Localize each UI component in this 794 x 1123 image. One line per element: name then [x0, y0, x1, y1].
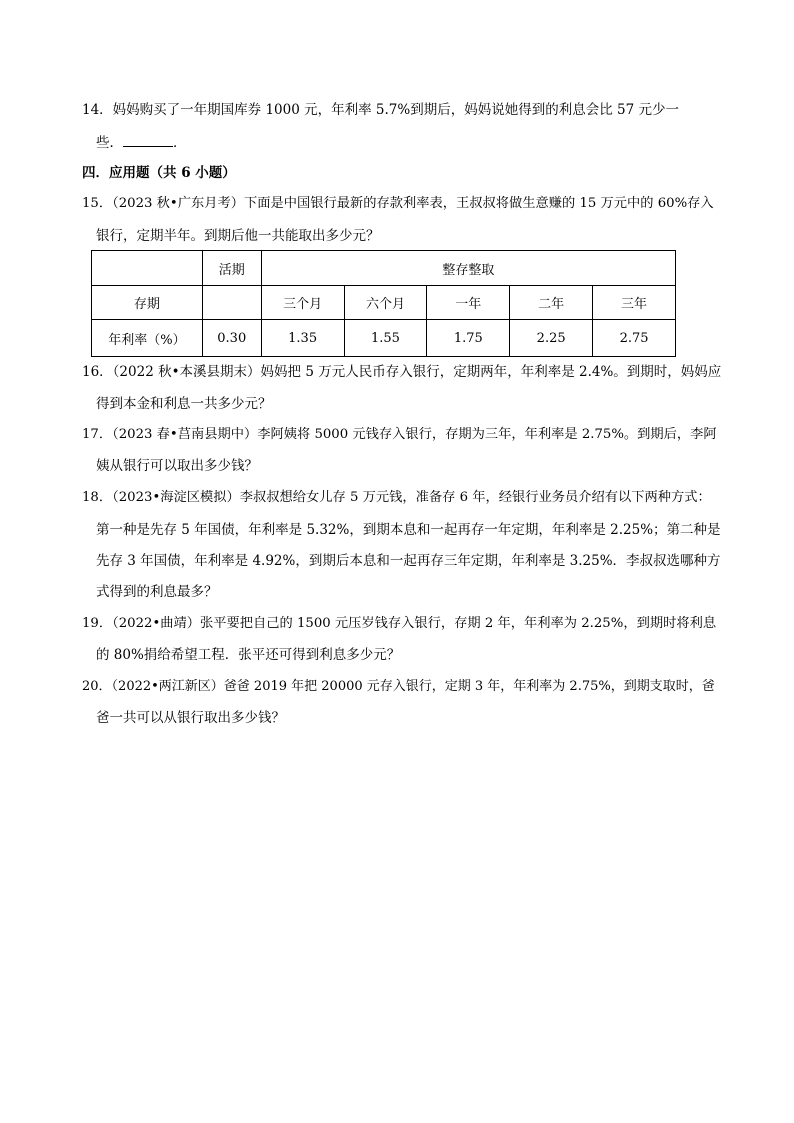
q14-line-2 [96, 132, 736, 152]
q16-line-2: 得到本金和利息一共多少元？ [96, 396, 272, 412]
table-term-3-months: 三个月 [261, 286, 344, 320]
q20-line-2: 爸一共可以从银行取出多少钱？ [96, 710, 285, 726]
table-rate-demand: 0.30 [202, 320, 261, 357]
table-label-term: 存期 [92, 286, 203, 320]
answer-blank [123, 132, 173, 147]
table-header-demand: 活期 [202, 251, 261, 286]
table-rate-2-years: 2.25 [510, 320, 593, 357]
q18-line-4: 式得到的利息最多？ [96, 584, 218, 600]
q15-line-2: 银行，定期半年。到期后他一共能取出多少元？ [96, 228, 380, 244]
q15-line-1: 15．（2023 秋•广东月考）下面是中国银行最新的存款利率表，王叔叔将做生意赚的 15 万元中的 60%存入 [82, 196, 714, 211]
table-cell-empty [202, 286, 261, 320]
q14-line-2-suffix: ． [173, 135, 187, 151]
table-term-6-months: 六个月 [344, 286, 427, 320]
q20-line-1: 20．（2022•两江新区）爸爸 2019 年把 20000 元存入银行，定期 3 年，年利率为 2.75%，到期支取时，爸 [82, 679, 715, 694]
table-term-3-years: 三年 [593, 286, 676, 320]
q18-line-3: 先存 3 年国债，年利率是 4.92%，到期后本息和一起再存三年定期，年利率是 3.25%．李叔叔选哪种方 [96, 553, 721, 569]
q14-line-2-prefix: 些． [96, 135, 123, 151]
q16-line-1: 16．（2022 秋•本溪县期末）妈妈把 5 万元人民币存入银行，定期两年，年利率是 2.4%。到期时，妈妈应 [82, 364, 722, 380]
interest-rate-table [91, 250, 676, 357]
table-row [92, 286, 676, 320]
table-row [92, 320, 676, 357]
table-rate-3-years: 2.75 [593, 320, 676, 357]
q19-line-2: 的 80%捐给希望工程．张平还可得到利息多少元？ [96, 647, 401, 663]
table-row [92, 251, 676, 286]
table-term-1-year: 一年 [427, 286, 510, 320]
table-cell-empty [92, 251, 203, 286]
table-rate-1-year: 1.75 [427, 320, 510, 357]
section-heading: 四．应用题（共 6 小题） [82, 165, 236, 181]
table-header-fixed: 整存整取 [261, 251, 675, 286]
table-rate-6-months: 1.55 [344, 320, 427, 357]
table-rate-3-months: 1.35 [261, 320, 344, 357]
table-term-2-years: 二年 [510, 286, 593, 320]
q19-line-1: 19．（2022•曲靖）张平要把自己的 1500 元压岁钱存入银行，存期 2 年，年利率为 2.25%，到期时将利息 [82, 616, 717, 631]
table-label-rate: 年利率（%） [92, 320, 203, 357]
q17-line-1: 17．（2023 春•莒南县期中）李阿姨将 5000 元钱存入银行，存期为三年，年利率是 2.75%。到期后，李阿 [82, 427, 717, 442]
q17-line-2: 姨从银行可以取出多少钱？ [96, 458, 258, 474]
q14-line-1: 14．妈妈购买了一年期国库券 1000 元，年利率 5.7%到期后，妈妈说她得到的利息会比 57 元少一 [82, 102, 679, 118]
q18-line-1: 18．（2023•海淀区模拟）李叔叔想给女儿存 5 万元钱，准备存 6 年，经银行业务员介绍有以下两种方式： [82, 490, 711, 505]
q18-line-2: 第一种是先存 5 年国债，年利率是 5.32%，到期本息和一起再存一年定期，年利率是 2.25%；第二种是 [96, 522, 721, 538]
